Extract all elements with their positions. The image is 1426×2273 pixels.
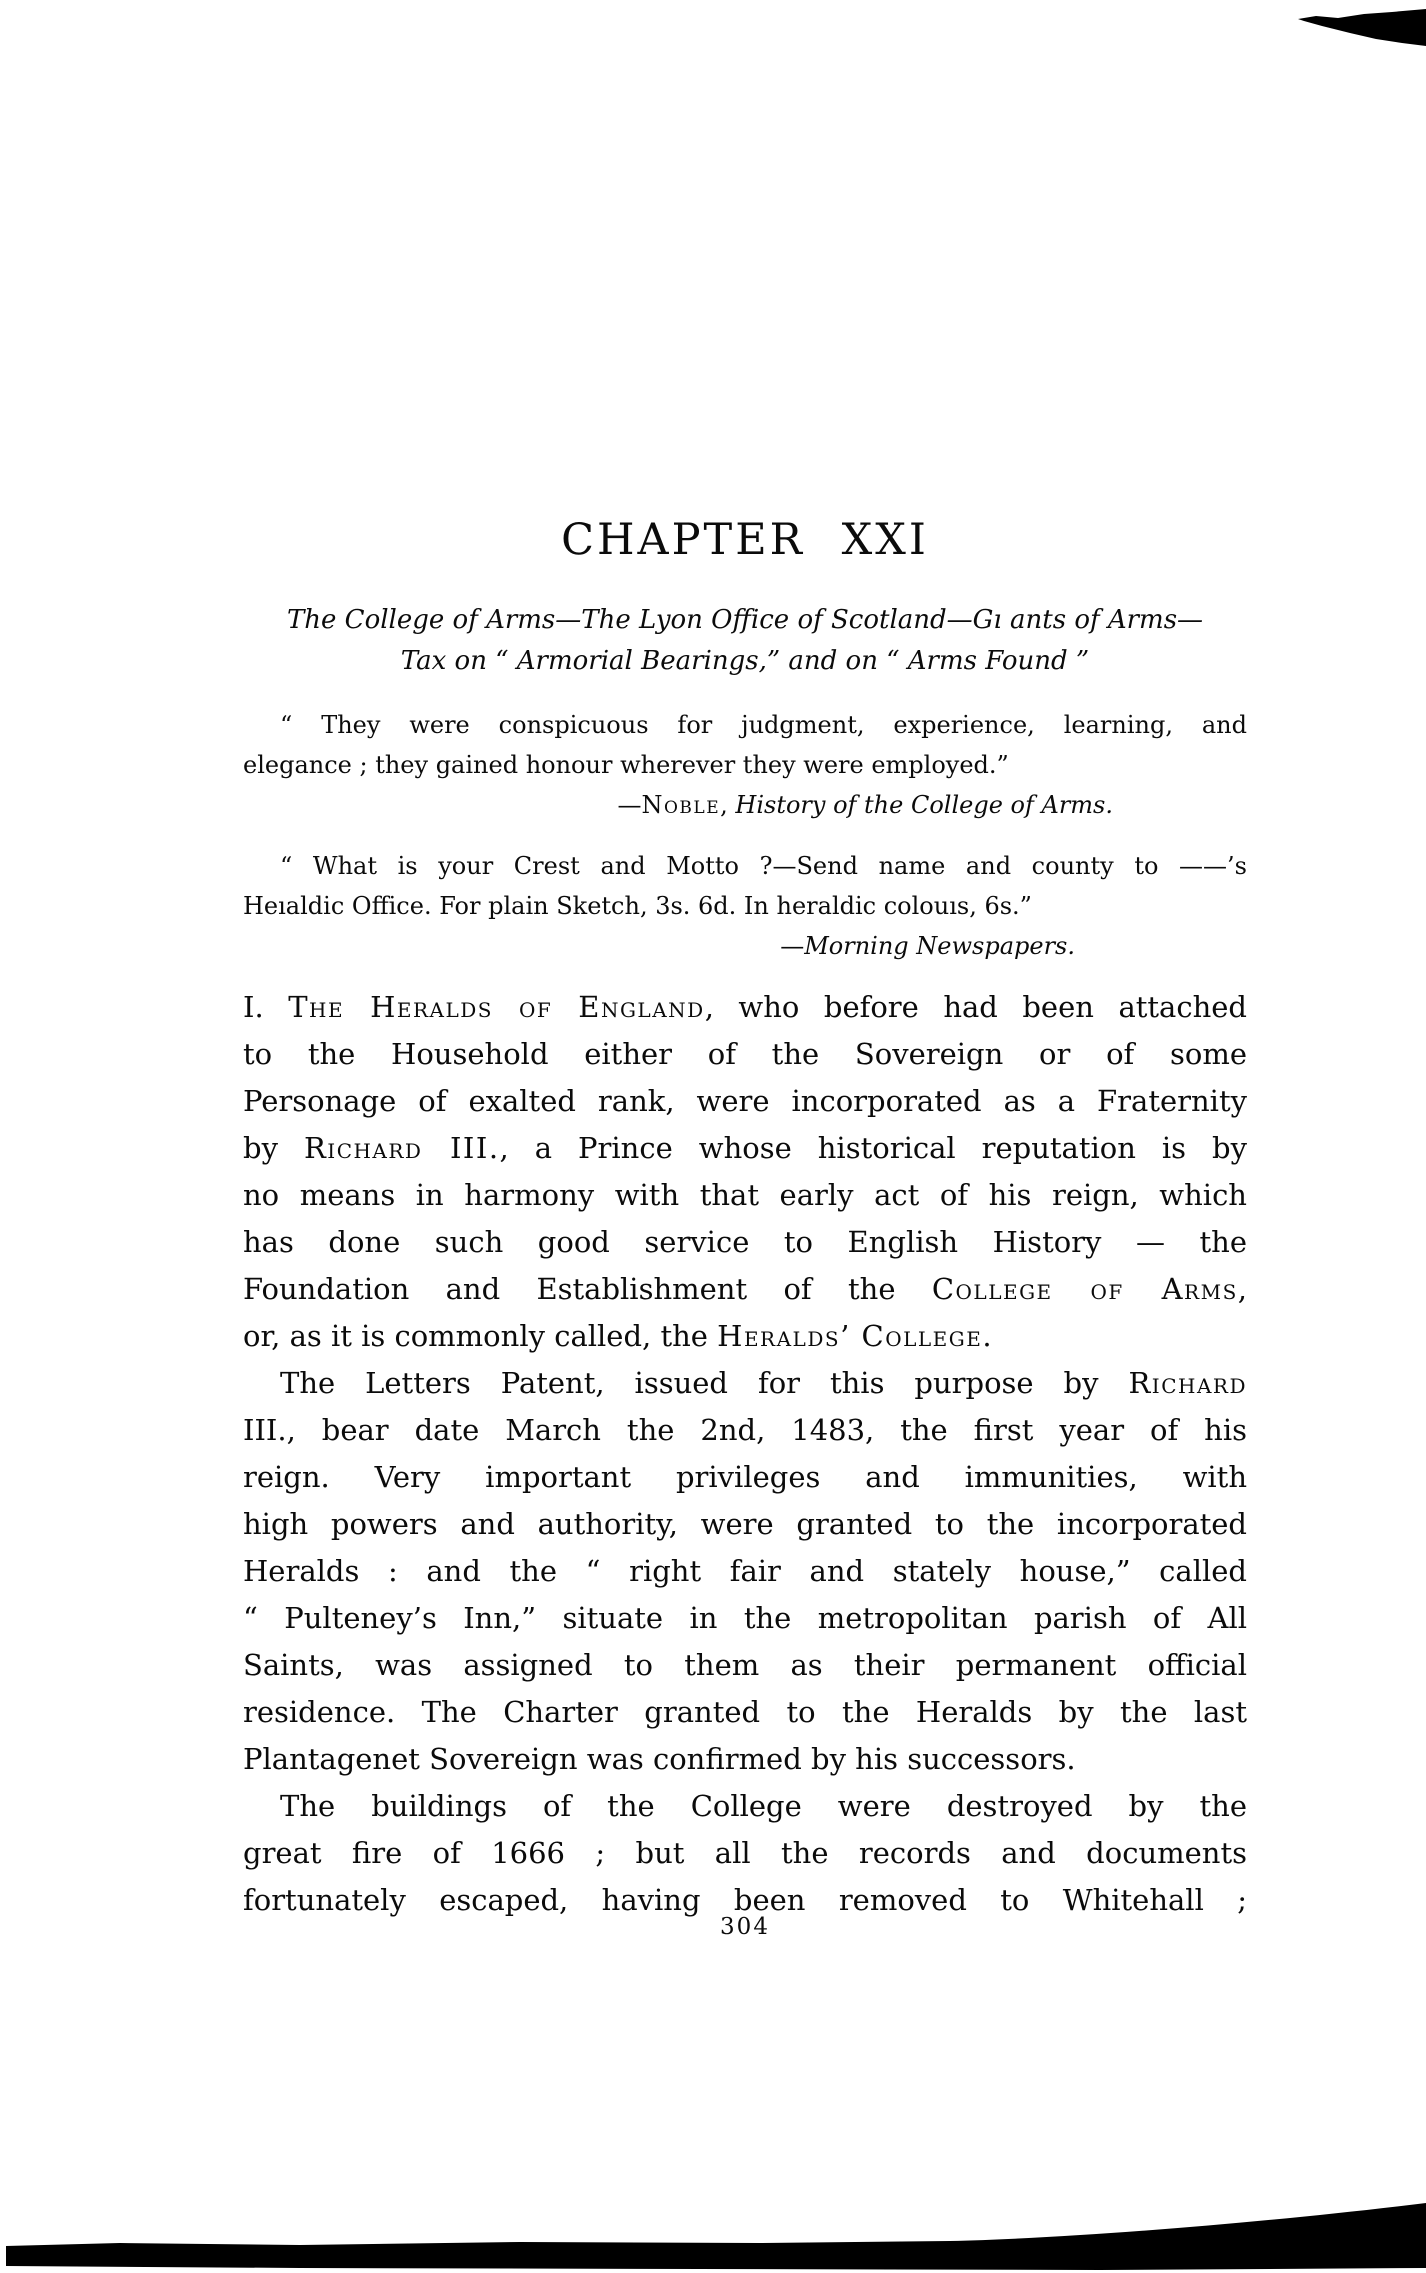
subtitle-line: The College of Arms—The Lyon Office of Scotland—Gı ants of Arms— <box>286 605 1204 635</box>
text-line <box>243 1125 1247 1172</box>
text-line <box>243 705 1247 745</box>
text-segment: . <box>982 1319 992 1353</box>
text-segment: reign. Very important privileges and immunities, with <box>243 1460 1247 1494</box>
text-segment: The buildings of the College were destroyed by the <box>280 1789 1247 1823</box>
paragraph <box>243 1360 1247 1783</box>
text-line <box>243 1266 1247 1313</box>
text-line <box>243 745 1247 785</box>
subtitle-line: Tax on “ Armorial Bearings,” and on “ Arms Found ” <box>400 646 1090 676</box>
text-segment: “ What is your Crest and Motto ?—Send name and county to ——’s <box>280 852 1247 880</box>
text-segment: high powers and authority, were granted to the incorporated <box>243 1507 1247 1541</box>
text-line <box>243 1360 1247 1407</box>
text-line <box>243 1031 1247 1078</box>
text-segment: elegance ; they gained honour wherever they were employed.” <box>243 751 1009 779</box>
epigraph-quote <box>243 846 1247 966</box>
text-segment: Noble <box>641 791 721 819</box>
page-number: 304 <box>720 1914 770 1940</box>
text-segment: Heralds : and the “ right fair and stately house,” called <box>243 1554 1247 1588</box>
text-line <box>243 926 1247 966</box>
paragraph <box>243 1783 1247 1924</box>
text-segment: “ Pulteney’s Inn,” situate in the metropolitan parish of All <box>243 1601 1247 1635</box>
text-segment: , <box>1237 1272 1247 1306</box>
chapter-heading: CHAPTER XXI <box>561 515 929 565</box>
text-line <box>243 1501 1247 1548</box>
text-line <box>243 1219 1247 1266</box>
chapter-subtitle <box>243 600 1247 682</box>
text-line <box>243 1172 1247 1219</box>
text-segment: Richard III. <box>303 1131 500 1165</box>
text-segment: Morning Newspapers. <box>804 932 1075 960</box>
text-segment: III., bear date March the 2nd, 1483, the first year of his <box>243 1413 1247 1447</box>
text-line <box>243 1830 1247 1877</box>
text-line <box>243 1078 1247 1125</box>
text-line <box>243 1689 1247 1736</box>
epigraph-quote <box>243 705 1247 825</box>
body-text-block <box>243 984 1247 1924</box>
text-segment: The Heralds of England <box>288 990 705 1024</box>
text-segment: Personage of exalted rank, were incorporated as a Fraternity <box>243 1084 1247 1118</box>
text-segment: Richard <box>1128 1366 1247 1400</box>
text-segment: Saints, was assigned to them as their permanent official <box>243 1648 1247 1682</box>
paragraph <box>243 984 1247 1360</box>
text-segment: Foundation and Establishment of the <box>243 1272 932 1306</box>
text-line <box>243 886 1247 926</box>
scan-artifact-bottom-bar <box>0 2195 1426 2273</box>
text-segment: by <box>243 1131 304 1165</box>
text-line <box>243 785 1247 825</box>
text-line <box>243 1783 1247 1830</box>
text-segment: College of Arms <box>931 1272 1238 1306</box>
epigraphs-block <box>243 705 1247 966</box>
text-segment: great fire of 1666 ; but all the records and documents <box>243 1836 1247 1870</box>
text-line <box>243 1736 1247 1783</box>
text-segment: or, as it is commonly called, the <box>243 1319 718 1353</box>
scan-artifact-top-right-edge <box>1298 6 1426 50</box>
text-segment: fortunately escaped, having been removed to Whitehall ; <box>243 1883 1247 1917</box>
text-line <box>243 984 1247 1031</box>
text-segment: , <box>720 791 736 819</box>
text-line <box>243 1642 1247 1689</box>
text-segment: Heıaldic Office. For plain Sketch, 3s. 6d. In heraldic colouıs, 6s.” <box>243 892 1032 920</box>
text-segment: — <box>617 791 642 819</box>
text-line <box>243 1595 1247 1642</box>
text-segment: residence. The Charter granted to the Heralds by the last <box>243 1695 1247 1729</box>
text-segment: “ They were conspicuous for judgment, experience, learning, and <box>280 711 1247 739</box>
text-segment: Plantagenet Sovereign was confirmed by his successors. <box>243 1742 1076 1776</box>
text-line <box>243 1454 1247 1501</box>
text-line <box>243 846 1247 886</box>
text-segment: has done such good service to English History — the <box>243 1225 1247 1259</box>
text-segment: no means in harmony with that early act of his reign, which <box>243 1178 1247 1212</box>
text-segment: — <box>780 932 805 960</box>
text-segment: The Letters Patent, issued for this purpose by <box>280 1366 1129 1400</box>
text-line <box>243 1407 1247 1454</box>
text-segment: , who before had been attached <box>704 990 1247 1024</box>
text-segment: Heralds’ College <box>717 1319 983 1353</box>
text-segment: I. <box>243 990 289 1024</box>
text-segment: History of the College of Arms. <box>735 791 1113 819</box>
text-segment: , a Prince whose historical reputation is by <box>499 1131 1247 1165</box>
text-segment: to the Household either of the Sovereign or of some <box>243 1037 1247 1071</box>
text-line <box>243 1548 1247 1595</box>
text-line <box>243 1313 1247 1360</box>
